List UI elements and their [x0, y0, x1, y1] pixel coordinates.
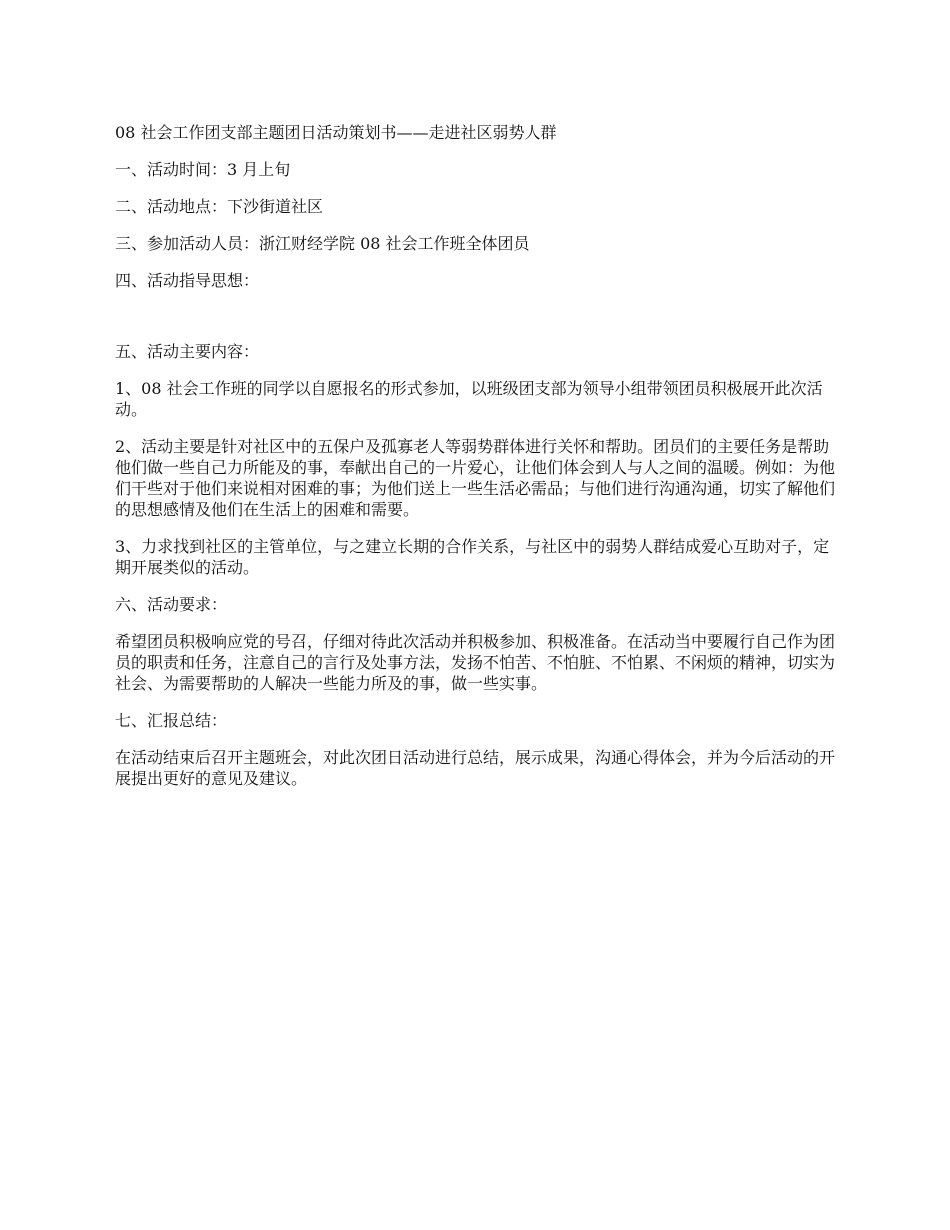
paragraph-participants: 三、参加活动人员：浙江财经学院 08 社会工作班全体团员	[115, 234, 530, 253]
paragraph-content-item-1: 1、08 社会工作班的同学以自愿报名的形式参加，以班级团支部为领导小组带领团员积极展开此次活动。	[115, 379, 823, 419]
document-body	[115, 122, 840, 805]
paragraph-main-content-heading: 五、活动主要内容：	[115, 342, 260, 361]
paragraph-summary-heading: 七、汇报总结：	[115, 711, 228, 730]
paragraph-content-item-2: 2、活动主要是针对社区中的五保户及孤寡老人等弱势群体进行关怀和帮助。团员们的主要任务是帮助他们做一些自己力所能及的事，奉献出自己的一片爱心，让他们体会到人与人之间的温暖。例如：为他们干些对于他们来说相对困难的事；为他们送上一些生活必需品；与他们进行沟通沟通，切实了解他们的思想感情及他们在生活上的困难和需要。	[115, 437, 836, 519]
paragraph-guiding-idea: 四、活动指导思想：	[115, 271, 260, 290]
paragraph-activity-time: 一、活动时间：3 月上旬	[115, 160, 291, 179]
paragraph-requirements-body: 希望团员积极响应党的号召，仔细对待此次活动并积极参加、积极准备。在活动当中要履行自己作为团员的职责和任务，注意自己的言行及处事方法，发扬不怕苦、不怕脏、不怕累、不闲烦的精神，切实为社会、为需要帮助的人解决一些能力所及的事，做一些实事。	[115, 632, 836, 693]
paragraph-activity-location: 二、活动地点：下沙街道社区	[115, 197, 324, 216]
paragraph-content-item-3: 3、力求找到社区的主管单位，与之建立长期的合作关系，与社区中的弱势人群结成爱心互助对子，定期开展类似的活动。	[115, 537, 830, 577]
paragraph-requirements-heading: 六、活动要求：	[115, 595, 228, 614]
document-title: 08 社会工作团支部主题团日活动策划书——走进社区弱势人群	[115, 123, 557, 142]
paragraph-summary-body: 在活动结束后召开主题班会，对此次团日活动进行总结，展示成果，沟通心得体会，并为今后活动的开展提出更好的意见及建议。	[115, 748, 836, 788]
